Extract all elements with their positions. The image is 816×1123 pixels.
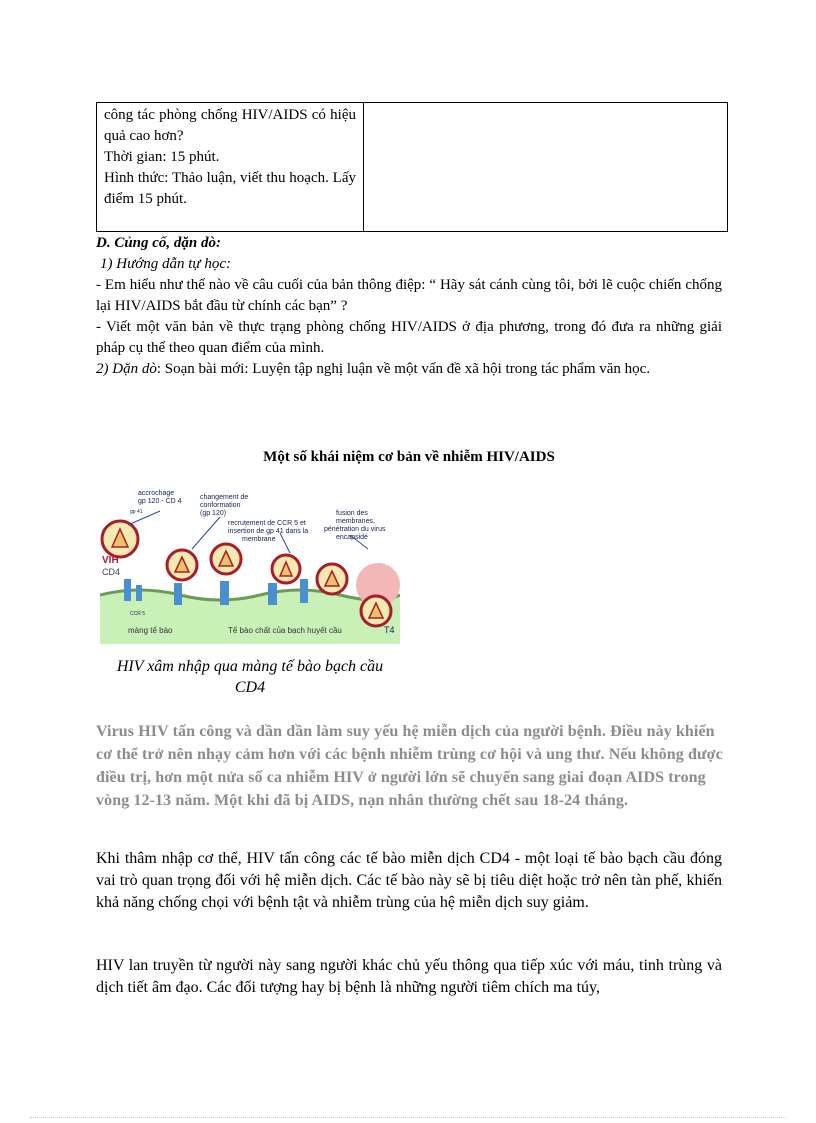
bullet-writing-task: - Viết một văn bản về thực trạng phòng chống HIV/AIDS ở địa phương, trong đó đưa ra những giải pháp cụ thể theo quan điểm của mình. — [96, 319, 722, 356]
self-study-label: 1) Hướng dẫn tự học: — [100, 256, 232, 272]
table-line-time: Thời gian: 15 phút. — [104, 149, 220, 165]
hiv-entry-diagram — [100, 487, 400, 644]
section-d-title: D. Củng cố, dặn dò: — [96, 235, 222, 251]
label-recrutement: recrutement de CCR 5 et — [228, 520, 306, 527]
label-changement: changement de — [200, 494, 249, 501]
homework-line — [96, 359, 722, 380]
label-gp120: gp 120 - CD 4 — [138, 498, 182, 505]
paragraph-transmission: HIV lan truyền từ người này sang người khác chủ yếu thông qua tiếp xúc với máu, tinh trùng và dịch tiết âm đạo. Các đối tượng hay bị bệnh là những người tiêm chích ma túy, — [96, 957, 722, 996]
label-cd4: CD4 — [102, 567, 121, 577]
label-cytoplasm: Tế bào chất của bạch huyết cầu — [228, 626, 342, 635]
table-row — [97, 103, 728, 232]
label-gp41: gp 41 — [130, 509, 143, 515]
paragraph-gray-intro: Virus HIV tấn công và dần dần làm suy yếu hệ miễn dịch của người bệnh. Điều này khiến cơ thể trở nên nhạy cảm hơn với các bệnh nhiễm trùng cơ hội và ung thư. Nếu không được điều trị, hơn một nửa số ca nhiễm HIV ở người lớn sẽ chuyển sang giai đoạn AIDS trong vòng 12-13 năm. Một khi đã bị AIDS, nạn nhân thường chết sau 18-24 tháng. — [96, 723, 723, 809]
label-gp120-b: (gp 120) — [200, 510, 227, 517]
table-cell-right — [364, 103, 728, 232]
label-encapside: encapsidé — [336, 534, 368, 541]
homework-label: 2) Dặn dò — [96, 361, 157, 377]
lesson-table — [96, 102, 728, 232]
label-conformation: conformation — [200, 502, 241, 509]
label-membranes: membranes, — [336, 518, 375, 525]
homework-text: : Soạn bài mới: Luyện tập nghị luận về một vấn đề xã hội trong tác phẩm văn học. — [156, 361, 651, 377]
label-vih: VIH — [102, 555, 119, 566]
label-cell-membrane: màng tế bào — [128, 626, 173, 635]
page-bottom-divider — [30, 1117, 786, 1118]
label-penetration: pénétration du virus — [324, 526, 386, 533]
label-membrane-fr: membrane — [242, 536, 276, 543]
bullet-question: - Em hiểu như thế nào về câu cuối của bản thông điệp: “ Hãy sát cánh cùng tôi, bởi lẽ cuộc chiến chống lại HIV/AIDS bắt đầu từ chính các bạn” ? — [96, 277, 722, 314]
table-cell-left — [97, 103, 364, 232]
label-insertion: insertion de gp 41 dans la — [228, 528, 309, 535]
section-heading: Một số khái niệm cơ bản về nhiễm HIV/AIDS — [263, 449, 555, 465]
label-ccr5: CCR 5 — [130, 611, 146, 617]
label-accrochage: accrochage — [138, 490, 175, 497]
table-line-question: công tác phòng chống HIV/AIDS có hiệu quả cao hơn? — [104, 107, 356, 144]
table-line-format: Hình thức: Thảo luận, viết thu hoạch. Lấy điểm 15 phút. — [104, 170, 356, 207]
paragraph-cd4: Khi thâm nhập cơ thể, HIV tấn công các tế bào miễn dịch CD4 - một loại tế bào bạch cầu đóng vai trò quan trọng đối với hệ miễn dịch. Các tế bào này sẽ bị tiêu diệt hoặc trở nên tàn phế, khiến khả năng chống chọi với bệnh tật và nhiễm trùng của hệ miễn dịch suy giảm. — [96, 850, 722, 911]
figure-caption: HIV xâm nhập qua màng tế bào bạch cầu CD4 — [116, 658, 384, 696]
section-d — [96, 233, 722, 380]
label-t4: T4 — [384, 625, 395, 635]
label-fusion: fusion des — [336, 510, 368, 517]
